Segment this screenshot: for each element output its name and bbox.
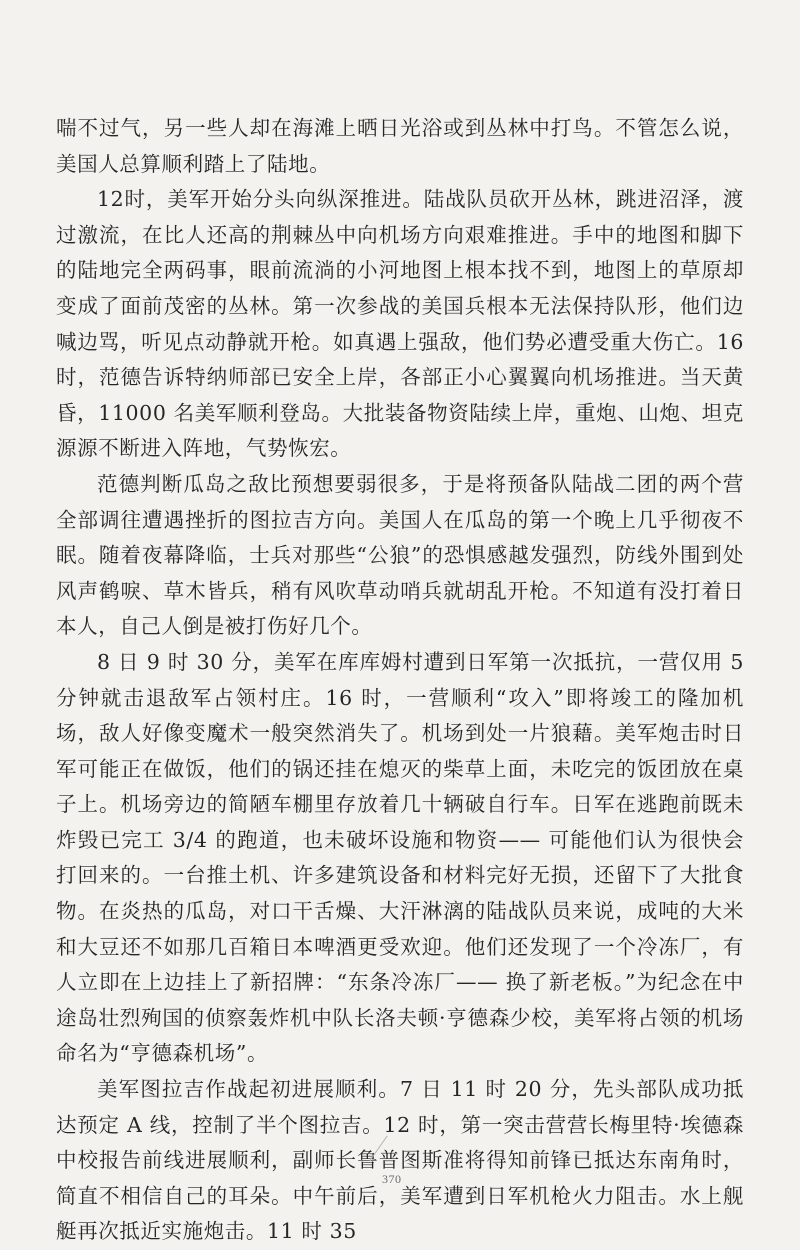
paragraph: 8 日 9 时 30 分，美军在库库姆村遭到日军第一次抵抗，一营仅用 5 分钟就击退敌军占领村庄。16 时，一营顺利“攻入”即将竣工的隆加机场，敌人好像变魔术一般突然消失了。机场到处一片狼藉。美军炮击时日军可能正在做饭，他们的锅还挂在熄灭的柴草上面，未吃完的饭团放在桌子上。机场旁边的简陋车棚里存放着几十辆破自行车。日军在逃跑前既未炸毁已完工 3/4 的跑道，也未破坏设施和物资—— 可能他们认为很快会打回来的。一台推土机、许多建筑设备和材料完好无损，还留下了大批食物。在炎热的瓜岛，对口干舌燥、大汗淋漓的陆战队员来说，成吨的大米和大豆还不如那几百箱日本啤酒更受欢迎。他们还发现了一个冷冻厂，有人立即在上边挂上了新招牌：“东条冷冻厂—— 换了新老板。”为纪念在中途岛壮烈殉国的侦察轰炸机中队长洛夫顿·亨德森少校，美军将占领的机场命名为“亨德森机场”。	[56, 649, 744, 1066]
body-text	[56, 111, 744, 1250]
paragraph: 美军图拉吉作战起初进展顺利。7 日 11 时 20 分，先头部队成功抵达预定 A 线，控制了半个图拉吉。12 时，第一突击营营长梅里特·埃德森中校报告前线进展顺利，副师长鲁普图斯准将得知前锋已抵达东南角时，简直不相信自己的耳朵。中午前后，美军遭到日军机枪火力阻击。水上舰艇再次抵近实施炮击。11 时 35	[56, 1077, 744, 1244]
page-number: 370	[382, 1172, 402, 1186]
paragraph: 范德判断瓜岛之敌比预想要弱很多，于是将预备队陆战二团的两个营全部调往遭遇挫折的图拉吉方向。美国人在瓜岛的第一个晚上几乎彻夜不眠。随着夜幕降临，士兵对那些“公狼”的恐惧感越发强烈，防线外围到处风声鹤唳、草木皆兵，稍有风吹草动哨兵就胡乱开枪。不知道有没打着日本人，自己人倒是被打伤好几个。	[56, 471, 744, 639]
paragraph: 12时，美军开始分头向纵深推进。陆战队员砍开丛林，跳进沼泽，渡过激流，在比人还高的荆棘丛中向机场方向艰难推进。手中的地图和脚下的陆地完全两码事，眼前流淌的小河地图上根本找不到，地图上的草原却变成了面前茂密的丛林。第一次参战的美国兵根本无法保持队形，他们边喊边骂，听见点动静就开枪。如真遇上强敌，他们势必遭受重大伤亡。16时，范德告诉特纳师部已安全上岸，各部正小心翼翼向机场推进。当天黄昏，11000 名美军顺利登岛。大批装备物资陆续上岸，重炮、山炮、坦克源源不断进入阵地，气势恢宏。	[56, 187, 744, 461]
paragraph-continued: 喘不过气，另一些人却在海滩上晒日光浴或到丛林中打鸟。不管怎么说，美国人总算顺利踏上了陆地。	[56, 116, 744, 176]
